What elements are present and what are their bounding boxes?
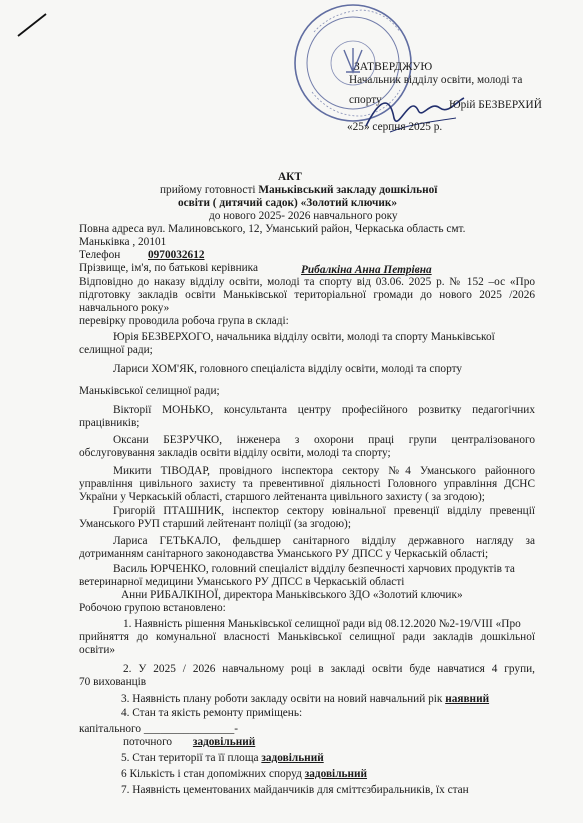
member-9: Анни РИБАЛКІНОЇ, директора Маньківського ЗДО «Золотий ключик» <box>121 589 463 601</box>
point-6 <box>121 767 367 781</box>
member-5-line3: України у Черкаській області, старшого лейтенанта цивільного захисту ( за згодою); <box>79 491 485 503</box>
order-line3: навчального року» <box>79 302 170 314</box>
title-line1 <box>160 183 437 197</box>
point-5-value: задовільний <box>261 752 324 764</box>
phone-value: 0970032612 <box>148 249 205 261</box>
member-2-line2: Маньківської селищної ради; <box>79 385 220 397</box>
member-1-line2: селищної ради; <box>79 344 153 356</box>
approval-name: Юрій БЕЗВЕРХИЙ <box>449 99 542 111</box>
head-label: Прізвище, ім'я, по батькові керівника <box>79 262 259 274</box>
title-line1-bold: Маньківський закладу дошкільної <box>258 184 438 196</box>
approval-position-line2: спорту <box>349 94 382 106</box>
group-intro: перевірку проводила робоча група в складі: <box>79 315 289 327</box>
point-4: 4. Стан та якість ремонту приміщень: <box>121 707 303 719</box>
member-6-line2: Уманського РУП старший лейтенант поліції (за згодою); <box>79 518 351 530</box>
member-5-line2: управління цивільного захисту та превентивної діяльності Головного управління ДСНС <box>79 478 535 490</box>
member-1-line1: Юрія БЕЗВЕРХОГО, начальника відділу освіти, молоді та спорту Маньківської <box>113 331 495 343</box>
head-value: Рибалкіна Анна Петрівна <box>301 264 432 276</box>
point-3 <box>121 692 489 706</box>
pen-mark-icon <box>12 6 52 46</box>
point-4-current <box>123 735 255 749</box>
point-1-line2: прийняття до комунальної власності Маньківської селищної ради закладів дошкільної <box>79 631 535 643</box>
phone-label: Телефон <box>79 249 121 261</box>
point-3-label: 3. Наявність плану роботи закладу освіти на новий навчальний рік <box>121 693 446 705</box>
address-line2: Маньківка , 20101 <box>79 236 167 248</box>
point-7: 7. Наявність цементованих майданчиків для сміттєзбиральників, їх стан <box>121 784 469 796</box>
capital-value: ________________- <box>143 723 239 735</box>
point-1-line1: 1. Наявність рішення Маньківської селищної ради від 08.12.2020 №2-19/VIII «Про <box>123 618 521 630</box>
title-line2: освіти ( дитячий садок) «Золотий ключик» <box>178 197 398 209</box>
established-intro: Робочою групою встановлено: <box>79 602 226 614</box>
member-4-line1: Оксани БЕЗРУЧКО, інженера з охорони праці групи централізованого <box>113 434 535 446</box>
current-value: задовільний <box>192 736 256 748</box>
document-title: АКТ <box>278 171 302 183</box>
capital-label: капітального <box>79 723 142 735</box>
order-line1: Відповідно до наказу відділу освіти, молоді та спорту від 03.06. 2025 р. № 152 –ос «Про <box>79 276 535 288</box>
address-line1: Повна адреса вул. Малиновського, 12, Уманський район, Черкаська область смт. <box>79 223 466 235</box>
member-4-line2: обслуговування закладів освіти відділу освіти, молоді та спорту; <box>79 447 391 459</box>
title-line3: до нового 2025- 2026 навчального року <box>209 210 398 222</box>
member-7-line2: дотриманням санітарного законодавства Уманського РУ ДПСС у Черкаській області; <box>79 548 489 560</box>
member-6-line1: Григорій ПТАШНИК, інспектор сектору ювінальної превенції відділу превенції <box>113 505 535 517</box>
title-line1-prefix: прийому готовності <box>160 184 259 196</box>
member-2-line1: Лариси ХОМ'ЯК, головного спеціаліста відділу освіти, молоді та спорту <box>113 363 463 375</box>
point-6-value: задовільний <box>304 768 368 780</box>
order-line2: підготовку закладів освіти Маньківської територіальної громади до нового 2025 /2026 <box>79 289 535 301</box>
member-7-line1: Лариса ГЕТЬКАЛО, фельдшер санітарного відділу державного нагляду за <box>113 535 535 547</box>
point-6-label: 6 Кількість і стан допоміжних споруд <box>121 768 305 780</box>
point-1-line3: освіти» <box>79 644 116 656</box>
point-5 <box>121 751 324 765</box>
approval-title: ЗАТВЕРДЖУЮ <box>354 61 433 73</box>
point-5-label: 5. Стан території та її площа <box>121 752 262 764</box>
point-2-line2: 70 вихованців <box>79 676 147 688</box>
point-4-capital <box>79 722 238 736</box>
current-label: поточного <box>123 736 173 748</box>
member-8-line1: Василь ЮРЧЕНКО, головний спеціаліст відділу безпечності харчових продуктів та <box>113 563 515 575</box>
member-8-line2: ветеринарної медицини Уманського РУ ДПСС в Черкаській області <box>79 576 405 588</box>
member-5-line1: Микити ТІВОДАР, провідного інспектора сектору №4 Уманського районного <box>113 465 535 477</box>
approval-date: «25» серпня 2025 р. <box>347 121 443 133</box>
approval-position-line1: Начальник відділу освіти, молоді та <box>349 74 523 86</box>
member-3-line1: Вікторії МОНЬКО, консультанта центру професійного розвитку педагогічних <box>113 404 535 416</box>
point-3-value: наявний <box>445 693 490 705</box>
point-2-line1: 2. У 2025 / 2026 навчальному році в закладі освіти буде навчатися 4 групи, <box>123 663 535 675</box>
member-3-line2: працівників; <box>79 417 140 429</box>
